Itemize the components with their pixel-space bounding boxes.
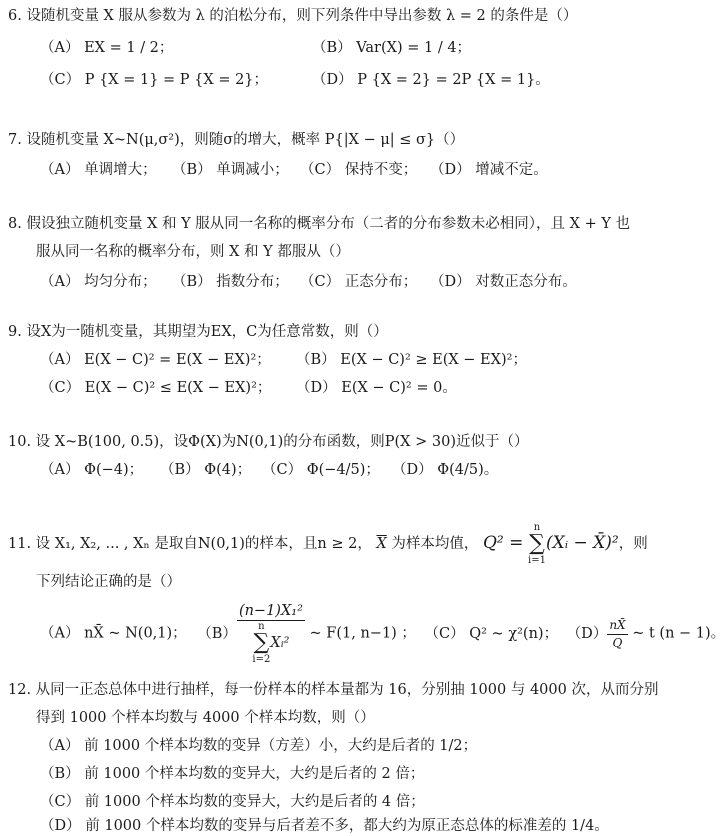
q8-option-d: （D） 对数正态分布。 [430,274,577,290]
q11-option-b-label: （B） [197,625,237,642]
q11-option-d-numerator: nX̄ [607,616,627,635]
q9-option-d: （D） E(X − C)² = 0。 [296,380,457,396]
q11-option-a: （A） nX̄ ~ N(0,1)； [40,625,187,642]
q11-option-d-fraction [607,616,627,651]
q11-option-b-tail: ~ F(1, n−1) ； [309,625,416,642]
q7-option-b: （B） 单调减小； [172,162,289,178]
q7-option-d: （D） 增减不定。 [430,162,548,178]
q10-stem: 10. 设 X~B(100, 0.5)，设Φ(X)为N(0,1)的分布函数，则P(X > 30)近似于（） [8,434,529,450]
q6-option-d: （D） P {X = 2} = 2P {X = 1}。 [312,72,550,88]
q11-option-b-numerator: (n−1)X₁² [238,603,303,619]
q7-option-c: （C） 保持不变； [300,162,418,178]
q9-option-a: （A） E(X − C)² = E(X − EX)²； [40,352,271,368]
q9-option-c: （C） E(X − C)² ≤ E(X − EX)²； [40,380,272,396]
q12-stem-line1: 12. 从同一正态总体中进行抽样，每一份样本的样本量都为 16，分别抽 1000 与 4000 次，从而分别 [8,682,659,698]
q11-option-d-denominator: Q [612,636,623,650]
q11-option-b-sum [252,621,270,665]
q9-option-b: （B） E(X − C)² ≥ E(X − EX)²； [296,352,527,368]
q8-option-a: （A） 均匀分布； [40,274,157,290]
q11-sum-top: n [533,522,541,533]
q11-stem-c: ，则 [618,536,648,552]
q11-stem [8,522,648,566]
q11-q2: Q² = [483,533,524,553]
q11-option-b-sum-bottom: i=2 [252,654,271,665]
q12-option-a: （A） 前 1000 个样本均数的变异（方差）小，大约是后者的 1/2； [40,738,478,754]
q12-option-c: （C） 前 1000 个样本均数的变异大，大约是后者的 4 倍； [40,794,425,810]
q10-option-a: （A） Φ(−4)； [40,462,144,478]
q11-xbar: $\overline{X}$ [376,536,387,552]
q11-option-d-label: （D） [566,625,608,642]
q12-option-b: （B） 前 1000 个样本均数的变异大，大约是后者的 2 倍； [40,766,425,782]
q9-stem: 9. 设X为一随机变量，其期望为EX，C为任意常数，则（） [8,324,388,340]
sigma-symbol: ∑ [529,531,545,556]
q11-option-b-den-term: Xᵢ² [270,635,290,651]
q11-option-b-sum-top: n [258,621,265,632]
q11-option-c: （C） Q² ~ χ²(n)； [424,625,559,642]
q8-option-c: （C） 正态分布； [300,274,418,290]
q7-option-a: （A） 单调增大； [40,162,157,178]
q8-stem-line1: 8. 假设独立随机变量 X 和 Y 服从同一名称的概率分布（二者的分布参数未必相同），且 X + Y 也 [8,216,631,232]
q11-sum-term: (Xᵢ − X̄)² [545,533,619,553]
q12-option-d: （D） 前 1000 个样本均数的变异与后者差不多，都大约为原正态总体的标准差的 1/4。 [40,818,609,834]
q10-option-b: （B） Φ(4)； [160,462,252,478]
q6-option-c: （C） P {X = 1} = P {X = 2}； [40,72,269,88]
q11-stem-line2: 下列结论正确的是（） [36,574,181,590]
q11-option-d-tail: ~ t (n − 1)。 [632,625,725,642]
q11-sum-bottom: i=1 [528,555,546,566]
q11-stem-a: 11. 设 X₁, X₂, ... , Xₙ 是取自N(0,1)的样本，且n ≥ 2， [8,536,372,552]
q10-option-d: （D） Φ(4/5)。 [392,462,499,478]
q11-options [40,602,725,665]
sigma-symbol: ∑ [253,630,270,655]
q11-stem-b: 为样本均值， [386,536,479,552]
q11-option-b-denominator [237,621,305,665]
q11-sum [528,522,546,566]
q6-stem: 6. 设随机变量 X 服从参数为 λ 的泊松分布，则下列条件中导出参数 λ = 2 的条件是（） [8,8,578,24]
q8-option-b: （B） 指数分布； [172,274,289,290]
q6-option-b: （B） Var(X) = 1 / 4； [312,40,472,56]
q6-option-a: （A） EX = 1 / 2； [40,40,174,56]
q11-option-b-fraction [237,602,305,665]
q12-stem-line2: 得到 1000 个样本均数与 4000 个样本均数，则（） [36,710,375,726]
q7-stem: 7. 设随机变量 X~N(μ,σ²)，则随σ的增大，概率 P{|X − μ| ≤ σ}（） [8,132,465,148]
q8-stem-line2: 服从同一名称的概率分布，则 X 和 Y 都服从（） [36,244,350,260]
q10-option-c: （C） Φ(−4/5)； [262,462,380,478]
